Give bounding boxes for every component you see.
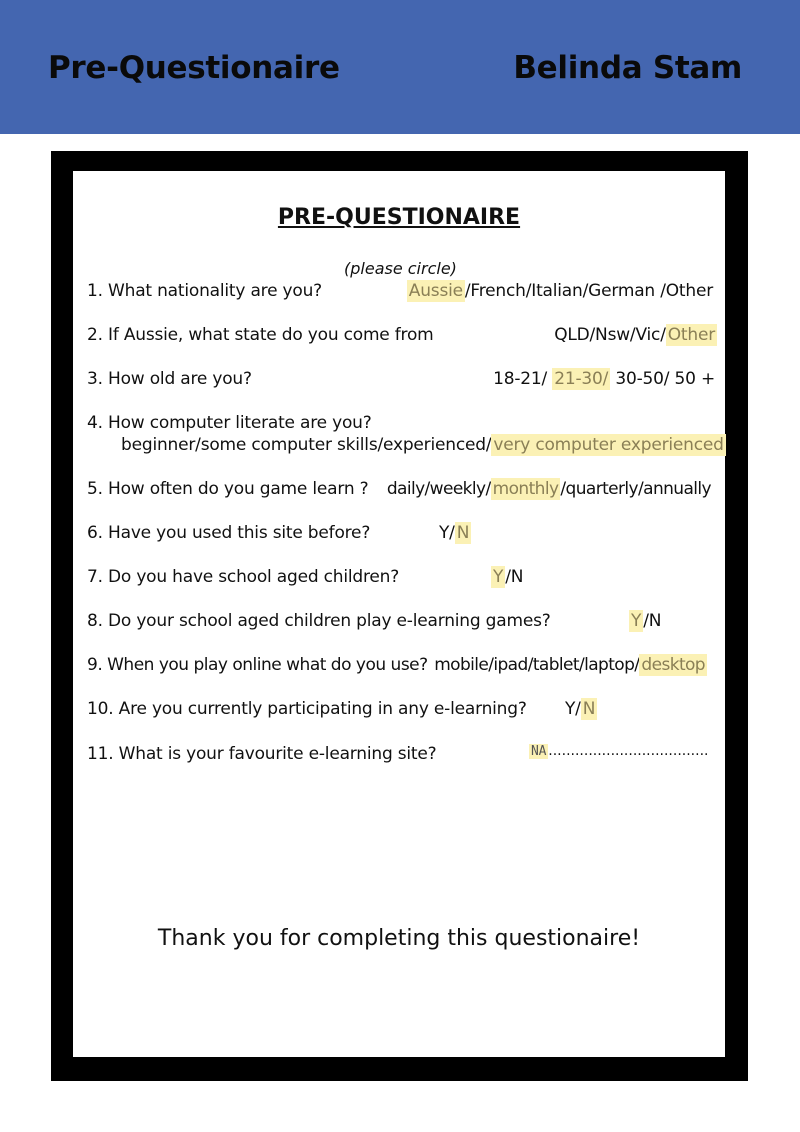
option-text: daily/weekly/ [386, 479, 491, 499]
option-text: QLD/Nsw/Vic/ [554, 325, 666, 345]
questionnaire-frame [51, 151, 748, 1081]
answer-options-2 [554, 325, 717, 345]
selected-option: N [582, 699, 596, 719]
questionnaire-sheet [73, 171, 725, 1057]
question-3: 3. How old are you? [87, 369, 252, 389]
sheet-title: PRE-QUESTIONAIRE [277, 205, 521, 230]
selected-option: very computer experienced [493, 435, 724, 455]
option-text: beginner/some computer skills/experienced/ [121, 435, 492, 455]
author-name: Belinda Stam [513, 50, 742, 86]
option-text: Y/ [439, 523, 455, 543]
answer-options-1 [407, 281, 713, 301]
question-8: 8. Do your school aged children play e-learning games? [87, 611, 551, 631]
selected-option: Y [631, 611, 642, 631]
selected-option: 21-30/ [554, 369, 609, 389]
question-6: 6. Have you used this site before? [87, 523, 371, 543]
question-4: 4. How computer literate are you? [87, 413, 372, 433]
thank-you-message: Thank you for completing this questionaire! [157, 926, 641, 951]
selected-option: monthly [492, 479, 559, 499]
question-1: 1. What nationality are you? [87, 281, 322, 301]
option-text: 30-50/ 50 + [610, 369, 715, 389]
question-9: 9. When you play online what do you use? [87, 655, 428, 675]
page-header [0, 0, 800, 134]
option-text: /N [643, 611, 662, 631]
option-text: /N [505, 567, 524, 587]
answer-options-9 [434, 655, 707, 675]
instruction-hint: (please circle) [344, 259, 457, 278]
selected-option: N [456, 523, 470, 543]
selected-option: NA [531, 744, 547, 759]
question-7: 7. Do you have school aged children? [87, 567, 400, 587]
answer-options-5 [387, 479, 711, 499]
option-text: /quarterly/annually [560, 479, 711, 499]
header-title: Pre-Questionaire [48, 50, 340, 86]
option-text: /French/Italian/German /Other [464, 281, 713, 301]
selected-option: desktop [641, 655, 705, 675]
option-text: 18-21/ [493, 369, 553, 389]
answer-options-8 [629, 611, 661, 631]
question-2: 2. If Aussie, what state do you come from [87, 325, 434, 345]
answer-options-7 [491, 567, 523, 587]
question-5: 5. How often do you game learn ? [87, 479, 369, 499]
selected-option: Other [667, 325, 715, 345]
answer-options-6 [439, 523, 471, 543]
selected-option: Aussie [408, 281, 463, 301]
answer-dotted-line: .................................... [548, 743, 709, 759]
answer-options-3 [493, 369, 715, 389]
answer-line-11 [529, 740, 708, 760]
option-text: mobile/ipad/tablet/laptop/ [434, 655, 640, 675]
option-text: Y/ [565, 699, 581, 719]
question-11: 11. What is your favourite e-learning site? [87, 744, 437, 764]
question-10: 10. Are you currently participating in any e-learning? [87, 699, 527, 719]
answer-options-4 [121, 435, 726, 455]
answer-options-10 [565, 699, 597, 719]
selected-option: Y [493, 567, 504, 587]
